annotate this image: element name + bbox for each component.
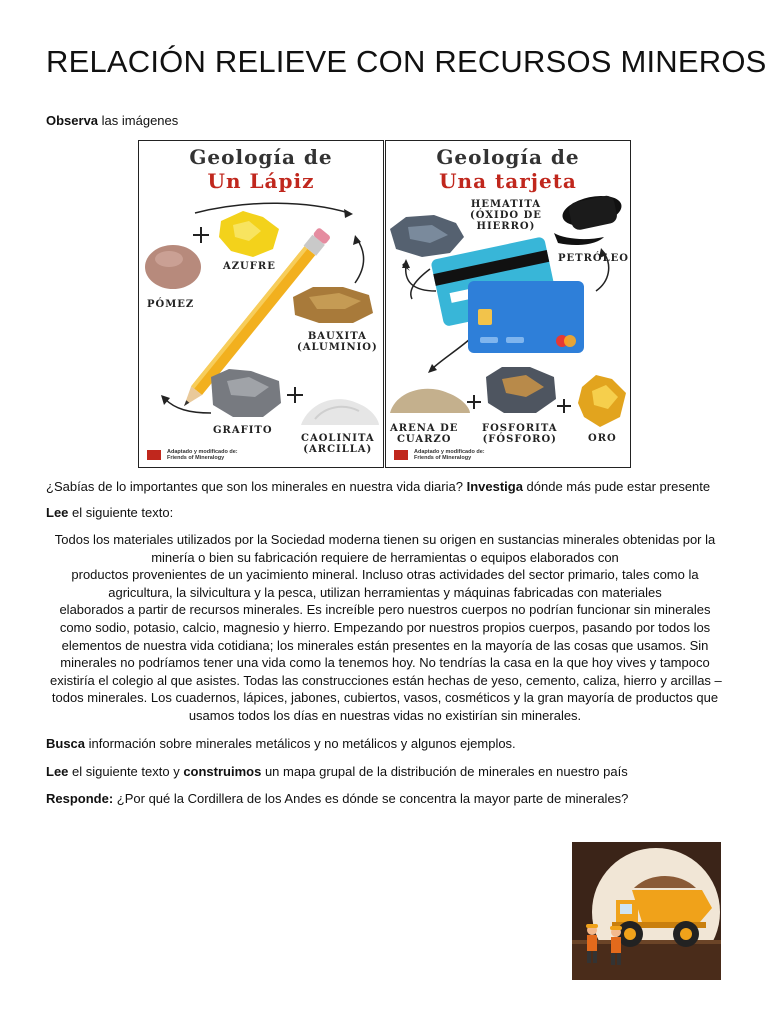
pencil-geology-infographic xyxy=(138,140,384,468)
answer-instruction xyxy=(46,791,628,806)
card-credit-line1: Adaptado y modificado de: xyxy=(414,449,485,455)
mining-scene xyxy=(572,842,721,980)
label-arena-line2: CUARZO xyxy=(396,434,452,445)
read-bold: Lee xyxy=(46,505,69,520)
label-fosforita xyxy=(482,423,557,445)
question-text2: dónde más pude estar presente xyxy=(522,479,711,494)
label-hematita-line2: (ÓXIDO DE xyxy=(470,210,542,221)
card-title-line1: Geología de xyxy=(436,145,580,169)
label-arena xyxy=(390,423,458,445)
paragraph-line: minería o bien su fabricación requiere de herramientas o equipos elaborados con xyxy=(151,549,619,565)
paragraph-line: usamos todos los días en nuestras vidas no existirían sin minerales. xyxy=(188,707,582,723)
label-bauxita xyxy=(297,331,378,353)
label-caolinita-line2: (ARCILLA) xyxy=(303,444,373,455)
answer-text: ¿Por qué la Cordillera de los Andes es dónde se concentra la mayor parte de minerales? xyxy=(113,791,629,806)
answer-bold: Responde: xyxy=(46,791,114,806)
label-fosforita-line1: FOSFORITA xyxy=(482,423,558,434)
search-text: información sobre minerales metálicos y no metálicos y algunos ejemplos. xyxy=(85,736,516,751)
pencil-credit-line2: Friends of Mineralogy xyxy=(167,455,225,461)
label-bauxita-line1: BAUXITA xyxy=(307,331,367,342)
paragraph-line: agricultura, la silvicultura y la pesca, utilizan herramientas y máquinas fabricadas con materiales xyxy=(108,584,662,600)
pencil-credit xyxy=(147,449,238,461)
map-instruction xyxy=(46,764,628,779)
card-title-line2: Una tarjeta xyxy=(439,169,577,193)
card-geology-infographic xyxy=(385,140,631,468)
observe-text: las imágenes xyxy=(98,113,179,128)
label-hematita-line3: HIERRO) xyxy=(476,221,536,232)
label-grafito: GRAFITO xyxy=(213,425,273,436)
label-hematita-line1: HEMATITA xyxy=(470,199,541,210)
label-pomez: PÓMEZ xyxy=(147,299,195,310)
map-bold1: Lee xyxy=(46,764,69,779)
read-instruction xyxy=(46,505,173,520)
minerals-paragraph xyxy=(50,531,720,725)
label-hematita xyxy=(470,199,542,232)
label-petroleo: PETRÓLEO xyxy=(558,253,629,264)
search-bold: Busca xyxy=(46,736,86,751)
label-bauxita-line2: (ALUMINIO) xyxy=(297,342,378,353)
paragraph-line: elementos de nuestra vida cotidiana; los minerales están presentes en la mayoría de las cosas que usamos. Sin xyxy=(61,637,709,653)
paragraph-line: como sodio, potasio, calcio, magnesio y hierro. Empezando por nuestros propios cuerpos, pasando por todos los xyxy=(59,619,711,635)
card-credit xyxy=(394,449,485,461)
friends-of-mineralogy-logo xyxy=(394,450,408,460)
label-caolinita xyxy=(301,433,375,455)
card-credit-line2: Friends of Mineralogy xyxy=(414,455,472,461)
card-illustration xyxy=(386,141,630,467)
paragraph-line: existiría el colegio al que asistes. Todas las construcciones están hechas de yeso, cemento, caliza, hierro y arcillas – xyxy=(50,672,722,688)
mining-truck-illustration xyxy=(572,842,721,980)
pencil-title-line2: Un Lápiz xyxy=(207,169,315,193)
pencil-title-line1: Geología de xyxy=(189,145,333,169)
paragraph-line: productos provenientes de un yacimiento mineral. Incluso otras actividades del sector primario, tales como la xyxy=(71,567,699,583)
read-text: el siguiente texto: xyxy=(68,505,174,520)
label-fosforita-line2: (FÓSFORO) xyxy=(482,434,557,445)
observe-bold: Observa xyxy=(46,113,99,128)
map-text1: el siguiente texto y xyxy=(68,764,184,779)
label-azufre: AZUFRE xyxy=(223,261,276,272)
friends-of-mineralogy-logo xyxy=(147,450,161,460)
label-oro: ORO xyxy=(588,433,617,444)
question-bold: Investiga xyxy=(466,479,523,494)
paragraph-line: Todos los materiales utilizados por la Sociedad moderna tienen su origen en sustancias minerales obtenidas por la xyxy=(54,532,716,547)
paragraph-line: minerales no podríamos tener una vida como la tenemos hoy. No tendrías la casa en la que hoy vives y tampoco xyxy=(60,655,710,671)
paragraph-line: todos minerales. Los cuadernos, lápices, jabones, cubiertos, vasos, cosméticos y la gran mayoría de productos que xyxy=(51,690,719,706)
observe-instruction xyxy=(46,113,178,128)
label-caolinita-line1: CAOLINITA xyxy=(301,433,375,444)
pencil-credit-line1: Adaptado y modificado de: xyxy=(167,449,238,455)
question-line xyxy=(46,479,710,494)
page-title: RELACIÓN RELIEVE CON RECURSOS MINEROS xyxy=(46,44,767,79)
map-bold2: construimos xyxy=(183,764,262,779)
map-text2: un mapa grupal de la distribución de minerales en nuestro país xyxy=(261,764,628,779)
question-text1: ¿Sabías de lo importantes que son los minerales en nuestra vida diaria? xyxy=(46,479,467,494)
paragraph-line: elaborados a partir de recursos minerales. Es increíble pero nuestros cuerpos no podrían funcionar sin minerales xyxy=(59,602,711,618)
search-instruction xyxy=(46,736,516,751)
label-arena-line1: ARENA DE xyxy=(390,423,459,434)
